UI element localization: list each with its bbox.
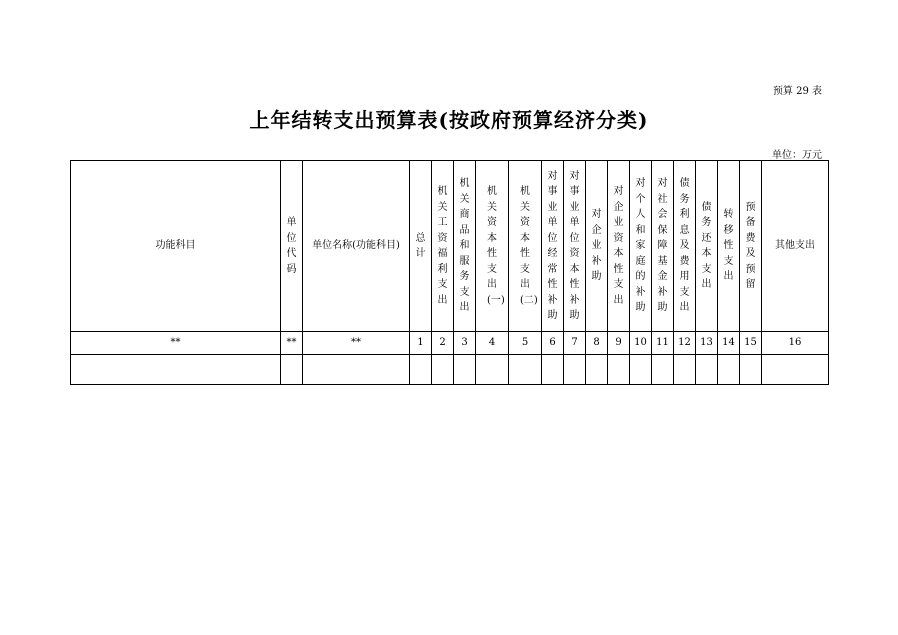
- column-number-cell: 5: [509, 332, 542, 355]
- header-label: 单位代码: [286, 217, 297, 275]
- table-cell: [630, 355, 652, 385]
- column-number-cell: 13: [696, 332, 718, 355]
- header-label: 对个人和家庭的补助: [635, 178, 646, 314]
- column-number-cell: 6: [542, 332, 564, 355]
- table-cell: [608, 355, 630, 385]
- column-number-cell: 2: [432, 332, 454, 355]
- header-label: 对企业补助: [591, 209, 602, 283]
- column-number-cell: 8: [586, 332, 608, 355]
- header-label: 机关商品和服务支出: [459, 178, 470, 314]
- table-cell: [696, 355, 718, 385]
- header-label: 对社会保障基金补助: [657, 178, 668, 314]
- header-label: 对事业单位经常性补助: [547, 170, 558, 321]
- header-label: 机关工资福利支出: [437, 186, 448, 306]
- header-cell-col11: [652, 161, 674, 332]
- header-label: 机关资本性支出(二): [520, 186, 538, 306]
- header-cell-functional-subject: [71, 161, 281, 332]
- header-cell-col5: [509, 161, 542, 332]
- header-cell-col3: [454, 161, 476, 332]
- column-number-cell: **: [281, 332, 303, 355]
- column-number-cell: **: [303, 332, 410, 355]
- column-number-cell: 10: [630, 332, 652, 355]
- table-cell: [652, 355, 674, 385]
- table-cell: [509, 355, 542, 385]
- column-number-cell: 9: [608, 332, 630, 355]
- header-cell-col10: [630, 161, 652, 332]
- column-number-cell: 4: [476, 332, 509, 355]
- table-cell: [454, 355, 476, 385]
- table-cell: [71, 355, 281, 385]
- table-cell: [432, 355, 454, 385]
- header-cell-unit-code: [281, 161, 303, 332]
- header-cell-col12: [674, 161, 696, 332]
- table-cell: [476, 355, 509, 385]
- column-number-cell: **: [71, 332, 281, 355]
- table-cell: [564, 355, 586, 385]
- header-label: 机关资本性支出(一): [487, 186, 505, 306]
- table-cell: [586, 355, 608, 385]
- page-title: 上年结转支出预算表(按政府预算经济分类): [249, 108, 649, 132]
- header-label: 总计: [415, 232, 426, 259]
- column-number-cell: 15: [740, 332, 762, 355]
- header-cell-total: [410, 161, 432, 332]
- header-cell-col2: [432, 161, 454, 332]
- header-cell-unit-name: [303, 161, 410, 332]
- header-label: 预备费及预留: [745, 201, 756, 290]
- column-number-cell: 11: [652, 332, 674, 355]
- table-cell: [674, 355, 696, 385]
- header-label: 债务利息及费用支出: [679, 178, 690, 314]
- header-label: 对企业资本性支出: [613, 186, 624, 306]
- header-cell-col9: [608, 161, 630, 332]
- budget-table: [70, 160, 829, 385]
- header-label: 债务还本支出: [701, 201, 712, 290]
- table-cell: [410, 355, 432, 385]
- column-number-cell: 1: [410, 332, 432, 355]
- header-label: 对事业单位资本性补助: [569, 170, 580, 321]
- table-cell: [718, 355, 740, 385]
- header-cell-col14: [718, 161, 740, 332]
- header-row: [71, 161, 829, 332]
- column-number-cell: 7: [564, 332, 586, 355]
- table-cell: [762, 355, 829, 385]
- header-cell-col15: [740, 161, 762, 332]
- column-number-cell: 3: [454, 332, 476, 355]
- table-cell: [303, 355, 410, 385]
- table-cell: [542, 355, 564, 385]
- header-label: 其他支出: [775, 240, 815, 251]
- table-cell: [740, 355, 762, 385]
- header-cell-col13: [696, 161, 718, 332]
- header-label: 转移性支出: [723, 209, 734, 283]
- form-number: 预算 29 表: [772, 86, 822, 97]
- header-label: 单位名称(功能科目): [312, 240, 400, 251]
- column-number-cell: 14: [718, 332, 740, 355]
- header-cell-col6: [542, 161, 564, 332]
- column-number-cell: 16: [762, 332, 829, 355]
- header-cell-other: [762, 161, 829, 332]
- table-cell: [281, 355, 303, 385]
- column-number-cell: 12: [674, 332, 696, 355]
- unit-label: 单位：万元: [772, 150, 822, 161]
- header-label: 功能科目: [155, 240, 196, 251]
- column-number-row: [71, 332, 829, 355]
- header-cell-col7: [564, 161, 586, 332]
- header-cell-col8: [586, 161, 608, 332]
- table-row: [71, 355, 829, 385]
- header-cell-col4: [476, 161, 509, 332]
